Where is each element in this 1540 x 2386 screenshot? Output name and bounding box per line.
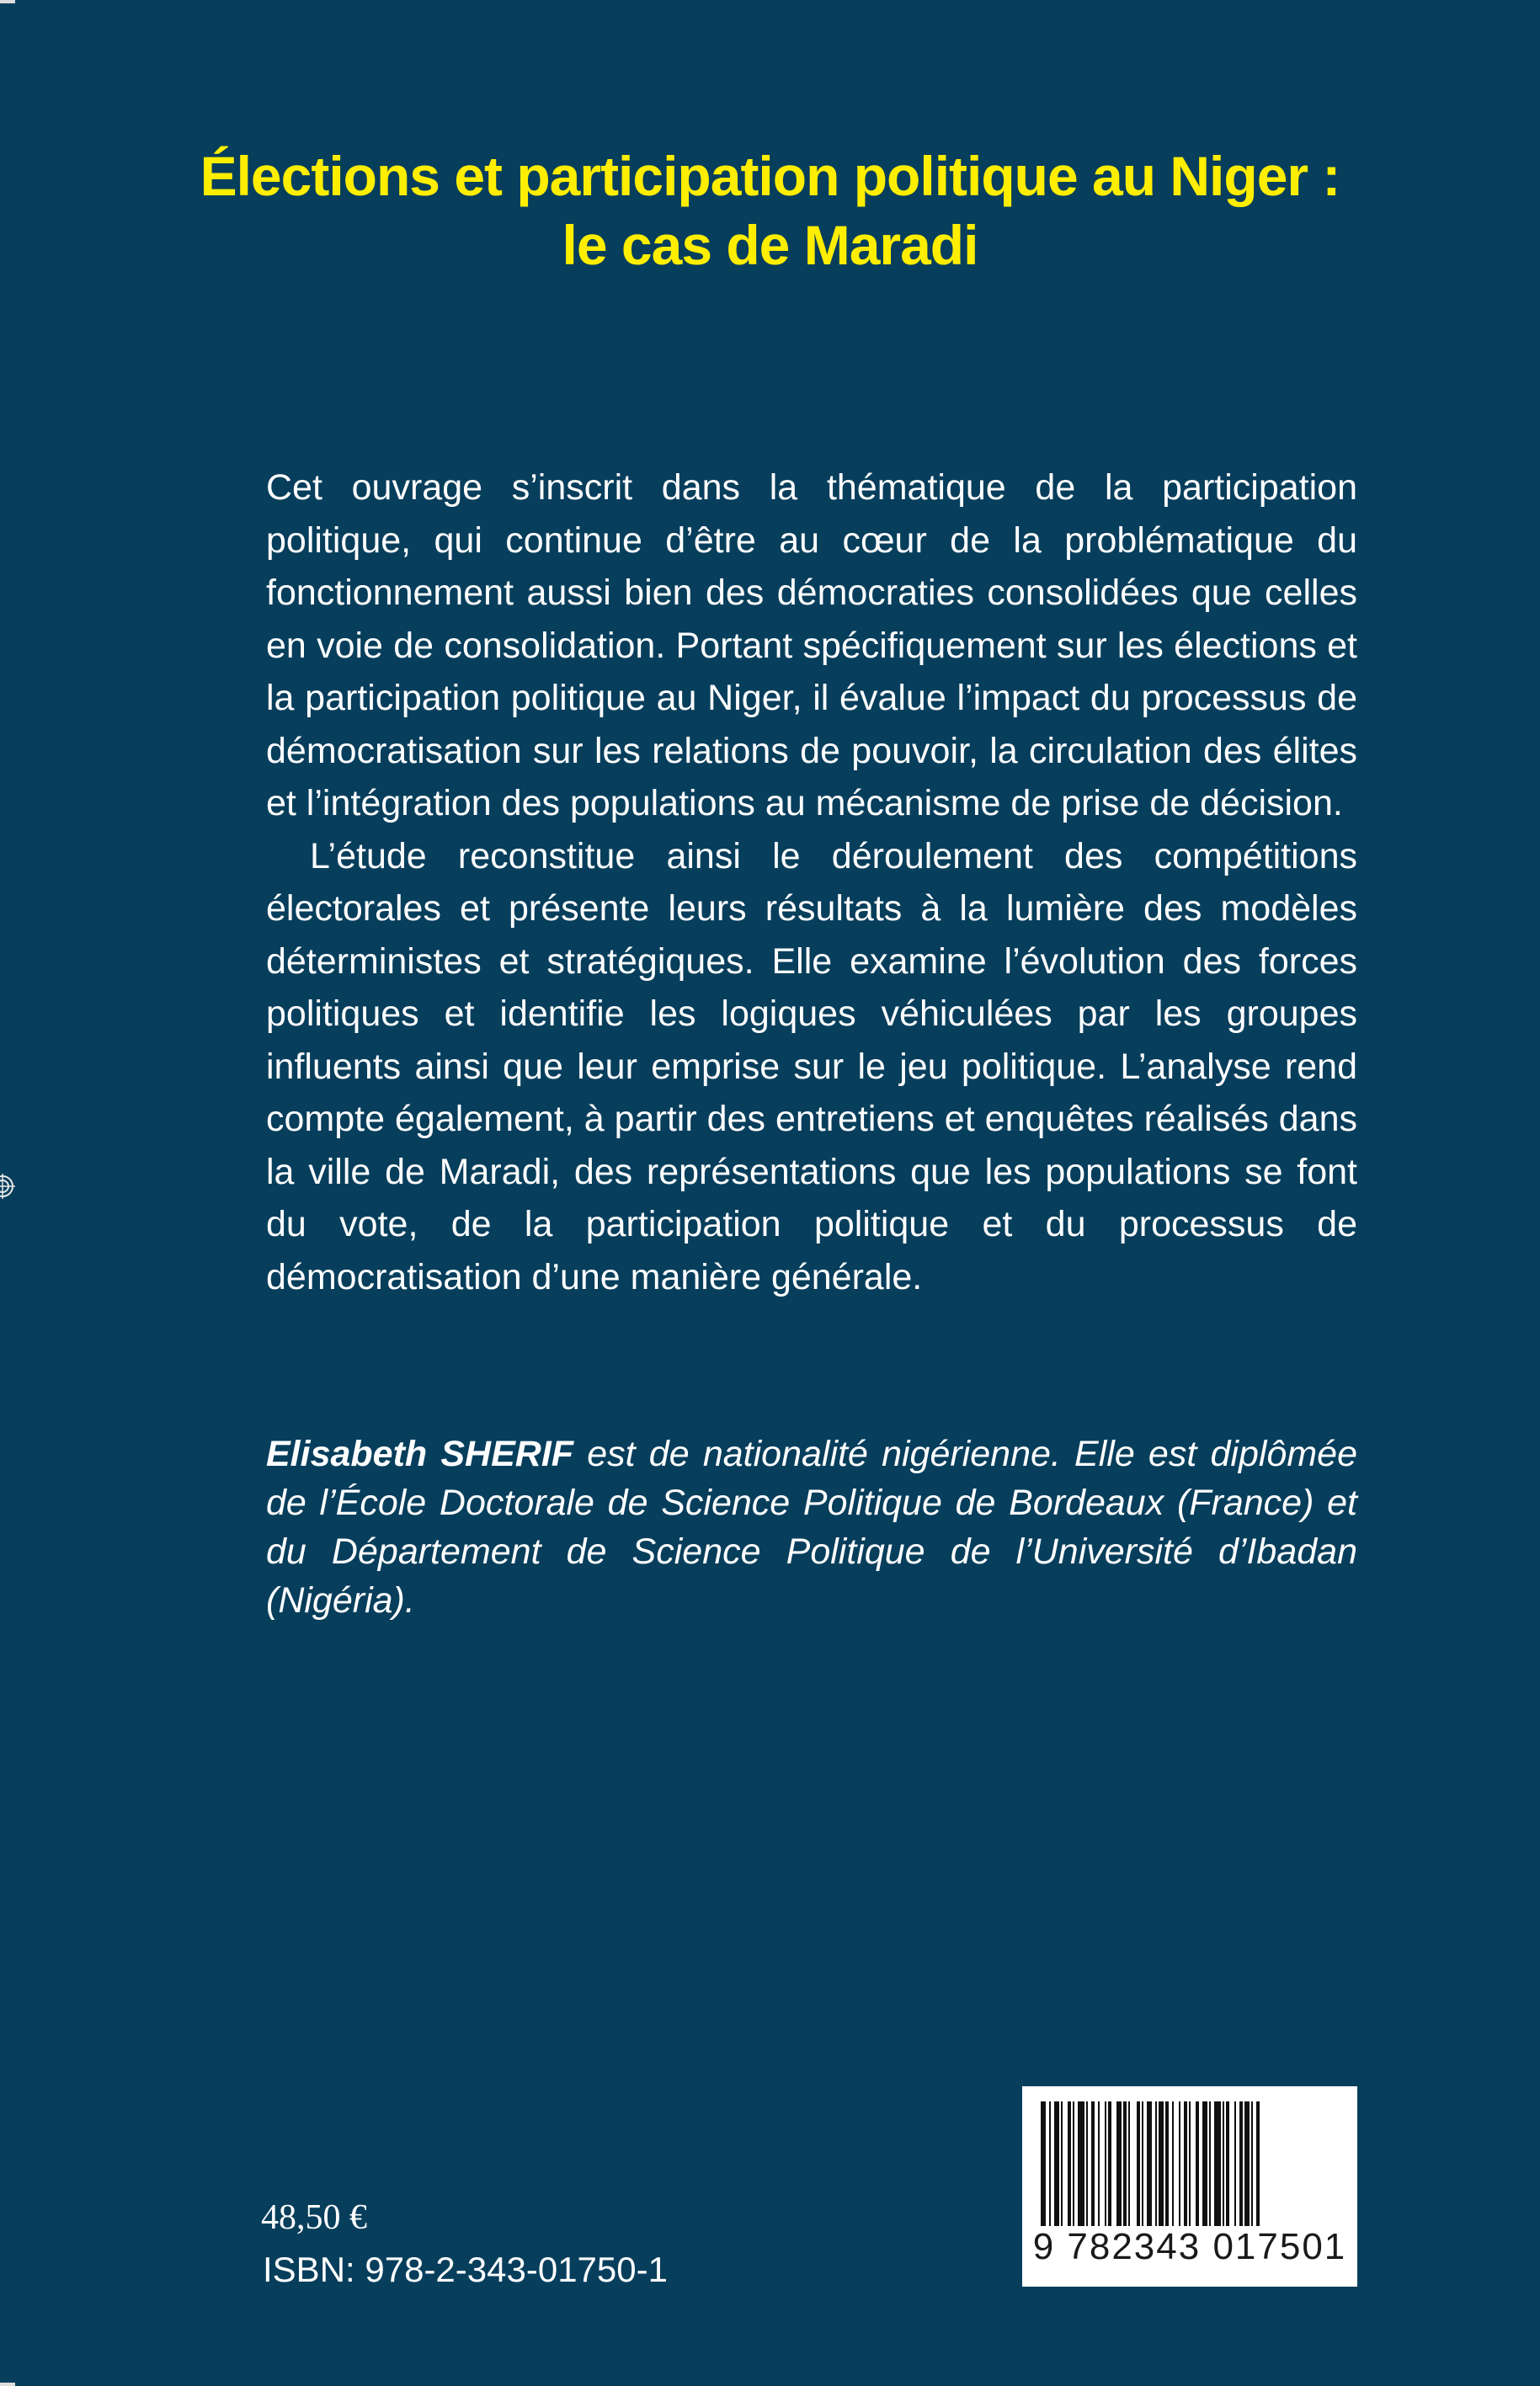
barcode-bar: [1105, 2101, 1106, 2226]
barcode-bar: [1086, 2101, 1088, 2226]
barcode-bar: [1214, 2101, 1221, 2226]
barcode-bar: [1159, 2101, 1164, 2226]
barcode-bar: [1172, 2101, 1174, 2226]
barcode-bar: [1196, 2101, 1199, 2226]
barcode-bar: [1209, 2101, 1211, 2226]
barcode-bar: [1256, 2101, 1260, 2226]
book-summary: [266, 461, 1357, 1303]
barcode-bar: [1128, 2101, 1130, 2226]
registration-mark-icon: [0, 1174, 15, 1199]
barcode-bar: [1137, 2101, 1140, 2226]
author-name: Elisabeth SHERIF: [266, 1434, 574, 1474]
barcode-bar: [1226, 2101, 1229, 2226]
barcode-bar: [1073, 2101, 1074, 2226]
barcode-bar: [1041, 2101, 1046, 2226]
barcode-bar: [1116, 2101, 1122, 2226]
price: 48,50 €: [261, 2198, 367, 2237]
barcode-bar: [1223, 2101, 1224, 2226]
barcode-bar: [1061, 2101, 1063, 2226]
barcode-bar: [1184, 2101, 1187, 2226]
barcode-bar: [1165, 2101, 1169, 2226]
barcode-bar: [1251, 2101, 1253, 2226]
barcode-bar: [1189, 2101, 1191, 2226]
crop-mark-top: [0, 0, 15, 3]
barcode-bar: [1234, 2101, 1236, 2226]
barcode-bar: [1068, 2101, 1071, 2226]
author-bio-text: est de nationalité nigérienne. Elle est diplômée de l’École Doctorale de Science Politique de Bordeaux (France) et du Département de Science Politique de l’Université d’Ibadan (Nigéria).: [266, 1434, 1357, 1621]
isbn: ISBN: 978-2-343-01750-1: [263, 2250, 668, 2289]
barcode-bar: [1049, 2101, 1051, 2226]
summary-paragraph-1: Cet ouvrage s’inscrit dans la thématique de la participation politique, qui continue d’être au cœur de la problématique du fonctionnement aussi bien des démocraties consolidées que celles en voie de consolidation. Portant spécifiquement sur les élections et la participation politique au Niger, il évalue l’impact du processus de démocratisation sur les relations de pouvoir, la circulation des élites et l’intégration des populations au mécanisme de prise de décision.: [266, 467, 1357, 823]
summary-paragraph-2: L’étude reconstitue ainsi le déroulement des compétitions électorales et présente leurs résultats à la lumière des modèles déterministes et stratégiques. Elle examine l’évolution des forces politiques et identifie les logiques véhiculées par les groupes influents ainsi que leur emprise sur le jeu politique. L’analyse rend compte également, à partir des entretiens et enquêtes réalisés dans la ville de Maradi, des représentations que les populations se font du vote, de la participation politique et du processus de démocratisation d’une manière générale.: [266, 835, 1357, 1297]
book-title: [0, 141, 1540, 280]
barcode-bar: [1239, 2101, 1243, 2226]
barcode: [1022, 2086, 1357, 2287]
barcode-bar: [1091, 2101, 1095, 2226]
barcode-bar: [1155, 2101, 1157, 2226]
barcode-bar: [1054, 2101, 1059, 2226]
barcode-bar: [1179, 2101, 1180, 2226]
barcode-icon: [1041, 2101, 1339, 2226]
barcode-bar: [1202, 2101, 1207, 2226]
barcode-digits: 9 782343 017501: [1032, 2226, 1347, 2267]
barcode-bar: [1078, 2101, 1084, 2226]
barcode-bar: [1147, 2101, 1152, 2226]
barcode-bar: [1098, 2101, 1100, 2226]
author-bio: [266, 1430, 1357, 1625]
barcode-bar: [1244, 2101, 1250, 2226]
book-title-line-1: Élections et participation politique au Niger :: [200, 145, 1340, 207]
crop-mark-bottom: [0, 2383, 15, 2386]
barcode-bar: [1142, 2101, 1143, 2226]
barcode-bar: [1108, 2101, 1111, 2226]
book-title-line-2: le cas de Maradi: [562, 214, 978, 276]
barcode-bar: [1123, 2101, 1127, 2226]
